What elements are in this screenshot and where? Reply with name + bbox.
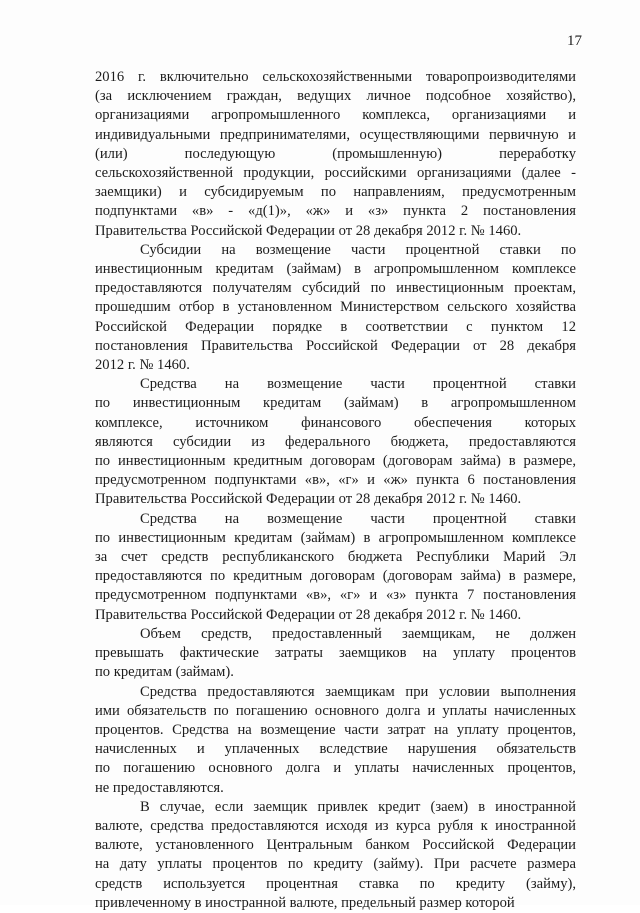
text-line: 2012 г. № 1460. <box>95 357 190 374</box>
text-line: превышать фактические затраты заемщиков на уплату процентов <box>95 645 576 662</box>
paragraph <box>95 683 576 798</box>
paragraph <box>95 241 576 375</box>
text-line: по инвестиционным кредитам (займам) в агропромышленном <box>95 395 576 412</box>
document-body <box>95 68 576 913</box>
text-line: по погашению основного долга и уплаты начисленных процентов, <box>95 760 576 777</box>
text-line: заемщики) и субсидируемым по направлениям, предусмотренным <box>95 184 576 201</box>
text-line: по инвестиционным кредитам (займам) в агропромышленном комплексе <box>95 529 576 546</box>
text-line: процентов. Средства на возмещение части затрат на уплату процентов, <box>95 721 576 738</box>
text-line: предусмотренном подпунктами «в», «г» и «ж» пункта 6 постановления <box>95 472 576 489</box>
text-line: В случае, если заемщик привлек кредит (заем) в иностранной <box>140 798 576 815</box>
text-line: предусмотренном подпунктами «в», «г» и «з» пункта 7 постановления <box>95 587 576 604</box>
text-line: по кредитам (займам). <box>95 664 234 681</box>
text-line: комплексе, источником финансового обеспечения которых <box>95 414 576 431</box>
text-line: Субсидии на возмещение части процентной ставки по <box>140 241 576 258</box>
paragraph <box>95 510 576 625</box>
text-line: Средства предоставляются заемщикам при условии выполнения <box>140 683 576 700</box>
page-number: 17 <box>567 33 582 49</box>
text-line: валюте, средства предоставляются исходя из курса рубля к иностранной <box>95 817 576 834</box>
text-line: привлеченному в иностранной валюте, предельный размер которой <box>95 894 515 911</box>
text-line: предоставляются по кредитным договорам (договорам займа) в размере, <box>95 568 576 585</box>
paragraph <box>95 68 576 241</box>
text-line: постановления Правительства Российской Федерации от 28 декабря <box>95 337 576 354</box>
text-line: Российской Федерации порядке в соответствии с пунктом 12 <box>95 318 576 335</box>
text-line: подпунктами «в» - «д(1)», «ж» и «з» пункта 2 постановления <box>95 203 576 220</box>
text-line: сельскохозяйственной продукции, российскими организациями (далее - <box>95 165 576 182</box>
text-line: 2016 г. включительно сельскохозяйственными товаропроизводителями <box>95 69 576 85</box>
text-line: (или) последующую (промышленную) переработку <box>95 145 576 162</box>
text-line: не предоставляются. <box>95 779 224 796</box>
text-line: (за исключением граждан, ведущих личное подсобное хозяйство), <box>95 88 576 105</box>
text-line: индивидуальными предпринимателями, осуществляющими первичную и <box>95 126 576 143</box>
text-line: на дату уплаты процентов по кредиту (займу). При расчете размера <box>95 856 576 873</box>
text-line: ими обязательств по погашению основного долга и уплаты начисленных <box>95 702 576 719</box>
text-line: инвестиционным кредитам (займам) в агропромышленном комплексе <box>95 261 576 278</box>
text-line: по инвестиционным кредитным договорам (договорам займа) в размере, <box>95 453 576 470</box>
text-line: являются субсидии из федерального бюджета, предоставляются <box>95 433 576 450</box>
text-line: Правительства Российской Федерации от 28 декабря 2012 г. № 1460. <box>95 222 522 239</box>
text-line: Средства на возмещение части процентной ставки <box>140 376 576 393</box>
text-line: Средства на возмещение части процентной ставки <box>140 510 576 527</box>
text-line: за счет средств республиканского бюджета Республики Марий Эл <box>95 549 576 566</box>
text-line: Правительства Российской Федерации от 28 декабря 2012 г. № 1460. <box>95 491 522 508</box>
paragraph <box>95 375 576 509</box>
text-line: средств используется процентная ставка по кредиту (займу), <box>95 875 576 892</box>
text-line: предоставляются получателям субсидий по инвестиционным проектам, <box>95 280 576 297</box>
paragraph <box>95 798 576 913</box>
text-line: прошедшим отбор в установленном Министерством сельского хозяйства <box>95 299 576 316</box>
paragraph <box>95 625 576 683</box>
text-line: Правительства Российской Федерации от 28 декабря 2012 г. № 1460. <box>95 606 522 623</box>
text-line: начисленных и уплаченных вследствие нарушения обязательств <box>95 741 576 758</box>
text-line: организациями агропромышленного комплекса, организациями и <box>95 107 576 124</box>
text-line: валюте, установленного Центральным банком Российской Федерации <box>95 837 576 854</box>
text-line: Объем средств, предоставленный заемщикам, не должен <box>140 625 576 642</box>
